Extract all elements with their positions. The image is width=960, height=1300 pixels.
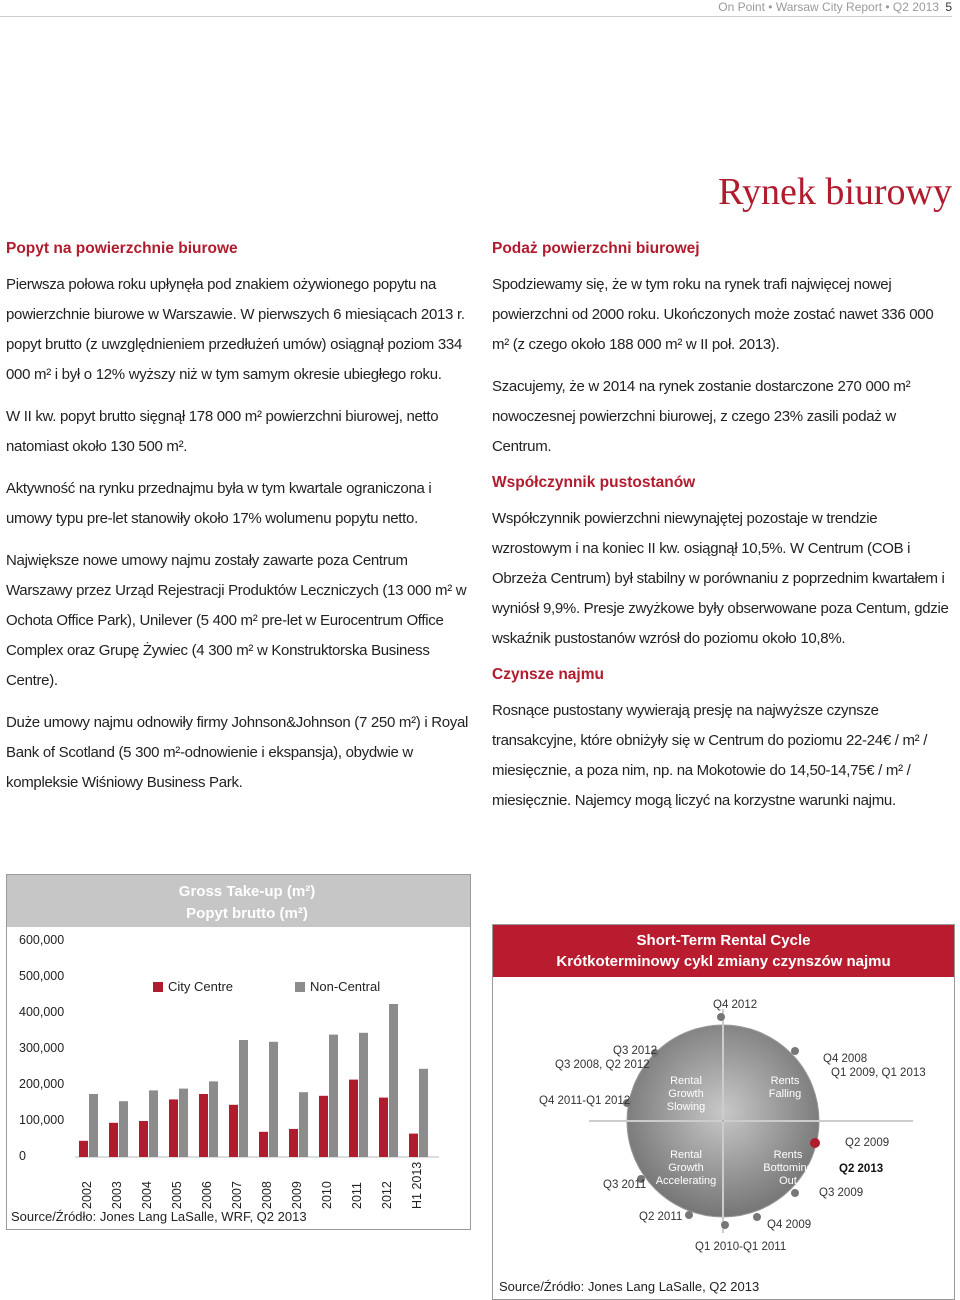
cycle-source: Source/Źródło: Jones Lang LaSalle, Q2 2013 — [499, 1279, 760, 1294]
bar-non-central-2002 — [89, 1094, 98, 1157]
right-column — [492, 240, 950, 828]
cycle-marker — [717, 1013, 725, 1021]
paragraph: Rosnące pustostany wywierają presję na najwyższe czynsze transakcyjne, które obniżyły się w Centrum do poziomu 22-24€ / m² / miesięcznie, a poza nim, np. na Mokotowie do 14,50-14,75€ / m² / miesięcznie. Najemcy mogą liczyć na korzystne warunki najmu. — [492, 702, 928, 809]
bar-non-central-h1-2013 — [419, 1069, 428, 1157]
bar-non-central-2005 — [179, 1089, 188, 1157]
page-number: 5 — [945, 0, 952, 14]
header-rule — [0, 16, 952, 17]
x-tick-label: 2003 — [110, 1181, 124, 1209]
x-tick-label: 2007 — [230, 1181, 244, 1209]
x-tick-label: 2012 — [380, 1181, 394, 1209]
bar-city-centre-h1-2013 — [409, 1134, 418, 1157]
bar-non-central-2007 — [239, 1040, 248, 1157]
bar-non-central-2010 — [329, 1035, 338, 1157]
cycle-label: Q4 2012 — [713, 999, 758, 1011]
legend-label: City Centre — [168, 979, 234, 994]
page-title: Rynek biurowy — [718, 171, 952, 213]
cycle-label: Q1 2010-Q1 2011 — [695, 1241, 787, 1253]
paragraph: Pierwsza połowa roku upłynęła pod znakiem ożywionego popytu na powierzchnie biurowe w Warszawie. W pierwszych 6 miesiącach 2013 r. popyt brutto (z uwzględnieniem przedłużeń umów) osiągnął poziom 334 000 m² i był o 12% wyższy niż w tym samym okresie ubiegłego roku. — [6, 276, 465, 383]
cycle-marker-current — [810, 1138, 820, 1148]
paragraph: Współczynnik powierzchni niewynajętej pozostaje w trendzie wzrostowym i na koniec II kw. osiągnął 10,5%. W Centrum (COB i Obrzeża Centrum) był stabilny w porównaniu z poprzednim kwartałem i wyniósł 9,9%. Presje zwyżkowe były obserwowane poza Centum, gdzie wskaźnik pustostanów wzrósł do poziomu około 10,8%. — [492, 510, 949, 647]
x-tick-label: 2009 — [290, 1181, 304, 1209]
x-tick-label: 2002 — [80, 1181, 94, 1209]
x-tick-label: H1 2013 — [410, 1161, 424, 1209]
quadrant-label: Rental Growth Slowing — [666, 1075, 706, 1113]
x-tick-label: 2010 — [320, 1181, 334, 1209]
cycle-title-pl: Krótkoterminowy cykl zmiany czynszów najmu — [556, 953, 891, 970]
bar-non-central-2011 — [359, 1033, 368, 1157]
cycle-label: Q4 2008 — [823, 1053, 868, 1065]
bar-city-centre-2008 — [259, 1132, 268, 1157]
bar-city-centre-2010 — [319, 1096, 328, 1157]
cycle-label-current: Q2 2013 — [839, 1163, 884, 1175]
bar-city-centre-2002 — [79, 1141, 88, 1157]
cycle-label: Q3 2008, Q2 2012 — [555, 1059, 650, 1071]
quadrant-label: Rents Falling — [768, 1075, 802, 1100]
x-tick-label: 2005 — [170, 1181, 184, 1209]
chart-plot — [7, 875, 470, 1229]
x-tick-label: 2008 — [260, 1181, 274, 1209]
x-tick-label: 2011 — [350, 1182, 364, 1209]
legend-label: Non-Central — [310, 979, 381, 994]
y-tick-label: 0 — [19, 1149, 26, 1163]
cycle-label: Q4 2011-Q1 2012 — [539, 1095, 631, 1107]
running-header — [718, 0, 952, 14]
bar-non-central-2008 — [269, 1042, 278, 1157]
cycle-label: Q3 2009 — [819, 1187, 864, 1199]
x-tick-label: 2006 — [200, 1181, 214, 1209]
quadrant-label: Rental Growth Accelerating — [655, 1149, 717, 1187]
left-column — [6, 240, 471, 810]
quadrant-label: Rents Bottoming Out — [763, 1149, 813, 1187]
cycle-label: Q2 2011 — [639, 1211, 683, 1223]
bar-non-central-2003 — [119, 1101, 128, 1157]
cycle-marker — [791, 1189, 799, 1197]
bar-city-centre-2004 — [139, 1121, 148, 1157]
cycle-label: Q2 2009 — [845, 1137, 890, 1149]
cycle-label: Q3 2012 — [613, 1045, 658, 1057]
bar-non-central-2009 — [299, 1092, 308, 1157]
bar-city-centre-2003 — [109, 1123, 118, 1157]
cycle-marker — [685, 1211, 693, 1219]
running-header-text: On Point • Warsaw City Report • Q2 2013 — [718, 0, 939, 14]
cycle-marker — [721, 1221, 729, 1229]
rental-cycle-graphic — [492, 924, 955, 1300]
bar-city-centre-2009 — [289, 1129, 298, 1157]
paragraph: Aktywność na rynku przednajmu była w tym kwartale ograniczona i umowy typu pre-let stanowiły około 17% wolumenu popytu netto. — [6, 480, 432, 527]
section-title-vacancy: Współczynnik pustostanów — [492, 474, 696, 491]
bar-city-centre-2006 — [199, 1094, 208, 1157]
y-tick-label: 400,000 — [19, 1005, 65, 1019]
x-tick-label: 2004 — [140, 1181, 154, 1209]
cycle-marker — [753, 1213, 761, 1221]
paragraph: Duże umowy najmu odnowiły firmy Johnson&Johnson (7 250 m²) i Royal Bank of Scotland (5 300 m²-odnowienie i ekspansja), obydwie w kompleksie Wiśniowy Business Park. — [6, 714, 469, 791]
cycle-label: Q4 2009 — [767, 1219, 812, 1231]
bar-city-centre-2007 — [229, 1105, 238, 1157]
chart-source: Source/Źródło: Jones Lang LaSalle, WRF, Q2 2013 — [11, 1209, 307, 1224]
bar-city-centre-2005 — [169, 1099, 178, 1157]
paragraph: W II kw. popyt brutto sięgnął 178 000 m² powierzchni biurowej, netto natomiast około 130 500 m². — [6, 408, 439, 455]
section-title-supply: Podaż powierzchni biurowej — [492, 240, 700, 257]
cycle-marker — [791, 1047, 799, 1055]
y-tick-label: 500,000 — [19, 969, 65, 983]
bar-city-centre-2012 — [379, 1098, 388, 1157]
bar-non-central-2012 — [389, 1004, 398, 1157]
paragraph: Szacujemy, że w 2014 na rynek zostanie dostarczone 270 000 m² nowoczesnej powierzchni biurowej, z czego 23% zasili podaż w Centrum. — [492, 378, 911, 455]
bar-city-centre-2011 — [349, 1080, 358, 1157]
y-tick-label: 100,000 — [19, 1113, 65, 1127]
chart-title-pl: Popyt brutto (m²) — [186, 905, 308, 922]
cycle-label: Q1 2009, Q1 2013 — [831, 1067, 926, 1079]
bar-non-central-2006 — [209, 1081, 218, 1157]
cycle-title-en: Short-Term Rental Cycle — [636, 932, 811, 949]
y-tick-label: 300,000 — [19, 1041, 65, 1055]
chart-title — [127, 881, 367, 925]
paragraph: Największe nowe umowy najmu zostały zawarte poza Centrum Warszawy przez Urząd Rejestracji Produktów Leczniczych (13 000 m² w Ochota Office Park), Unilever (5 400 m² pre-let w Eurocentrum Office Complex oraz Grupę Żywiec (4 300 m² w Konstruktorska Business Centre). — [6, 552, 467, 689]
bar-non-central-2004 — [149, 1090, 158, 1157]
cycle-label: Q3 2011 — [603, 1179, 647, 1191]
section-title-rents: Czynsze najmu — [492, 666, 604, 683]
y-tick-label: 200,000 — [19, 1077, 65, 1091]
take-up-chart — [6, 874, 471, 1230]
paragraph: Spodziewamy się, że w tym roku na rynek trafi najwięcej nowej powierzchni od 2000 roku. Ukończonych może zostać nawet 336 000 m² (z czego około 188 000 m² w II poł. 2013). — [492, 276, 934, 353]
section-title-demand: Popyt na powierzchnie biurowe — [6, 240, 238, 257]
y-tick-label: 600,000 — [19, 933, 65, 947]
chart-title-en: Gross Take-up (m²) — [178, 883, 316, 900]
